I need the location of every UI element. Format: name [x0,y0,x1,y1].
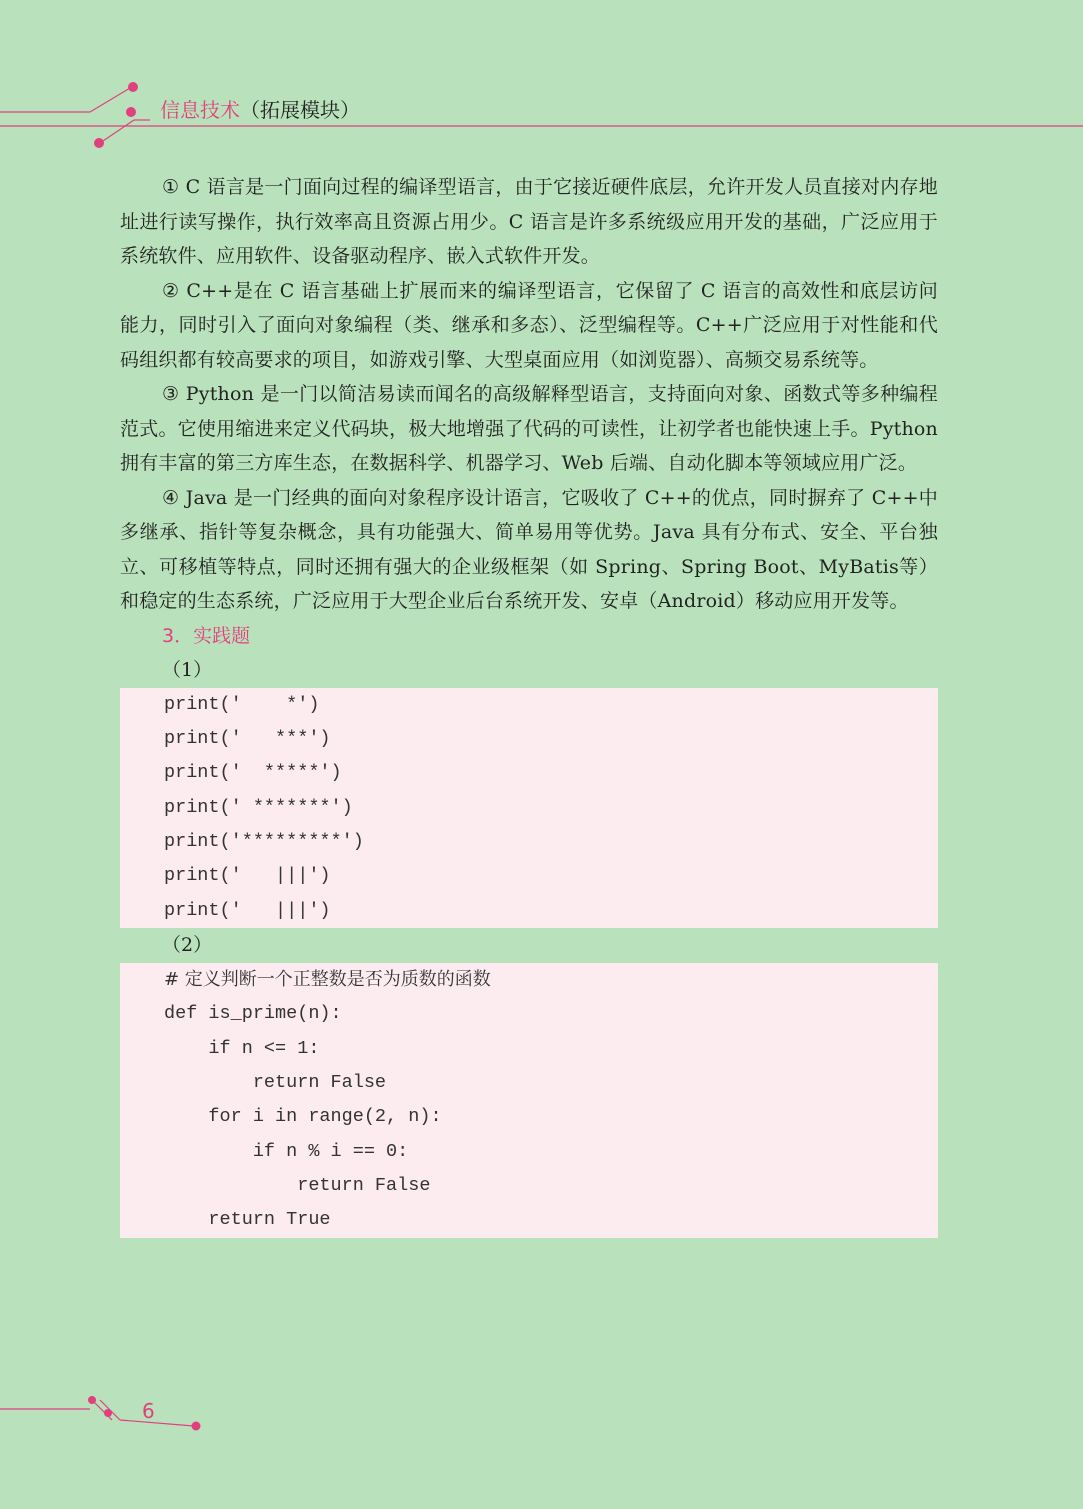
paragraph-cpp: ② C++是在 C 语言基础上扩展而来的编译型语言，它保留了 C 语言的高效性和底层访问能力，同时引入了面向对象编程（类、继承和多态）、泛型编程等。C++广泛应用于对性能和代码组织都有较高要求的项目，如游戏引擎、大型桌面应用（如浏览器）、高频交易系统等。 [120,279,938,371]
code-comment: # 定义判断一个正整数是否为质数的函数 [164,968,491,990]
code-line: if n <= 1: [164,1037,320,1059]
code-line: return False [164,1175,431,1197]
code-line: return True [164,1209,331,1231]
code-line: print(' |||') [164,865,331,887]
page-number: 6 [142,1399,155,1423]
exercise-1-label: （1） [162,659,213,681]
footer-decoration [0,1380,220,1440]
header-decoration [0,0,1083,160]
code-line: if n % i == 0: [164,1140,409,1162]
code-line: print('*********') [164,831,364,853]
code-block-1 [120,688,938,929]
paragraph-java: ④ Java 是一门经典的面向对象程序设计语言，它吸收了 C++的优点，同时摒弃了 C++中多继承、指针等复杂概念，具有功能强大、简单易用等优势。Java 具有分布式、安全、平台独立、可移植等特点，同时还拥有强大的企业级框架（如 Spring、Spring Boot、MyBatis等）和稳定的生态系统，广泛应用于大型企业后台系统开发、安卓（Android）移动应用开发等。 [120,486,938,612]
code-line: print(' ***') [164,727,331,749]
running-header [160,94,360,123]
paragraph-python: ③ Python 是一门以简洁易读而闻名的高级解释型语言，支持面向对象、函数式等多种编程范式。它使用缩进来定义代码块，极大地增强了代码的可读性，让初学者也能快速上手。Python 拥有丰富的第三方库生态，在数据科学、机器学习、Web 后端、自动化脚本等领域应用广泛。 [120,383,938,474]
section-title: 3．实践题 [162,624,251,647]
code-line: print(' *******') [164,796,353,818]
code-line: print(' |||') [164,899,331,921]
book-title: 信息技术 [160,98,240,122]
code-line: def is_prime(n): [164,1003,342,1025]
code-line: print(' *') [164,693,320,715]
code-line: for i in range(2, n): [164,1106,442,1128]
code-line: print(' *****') [164,762,342,784]
page-content [120,170,938,1238]
book-subtitle: （拓展模块） [240,98,360,122]
exercise-2-label: （2） [162,934,213,957]
code-block-2 [120,963,938,1238]
paragraph-c: ① C 语言是一门面向过程的编译型语言，由于它接近硬件底层，允许开发人员直接对内存地址进行读写操作，执行效率高且资源占用少。C 语言是许多系统级应用开发的基础，广泛应用于系统软件、应用软件、设备驱动程序、嵌入式软件开发。 [120,176,938,267]
code-line: return False [164,1071,387,1093]
